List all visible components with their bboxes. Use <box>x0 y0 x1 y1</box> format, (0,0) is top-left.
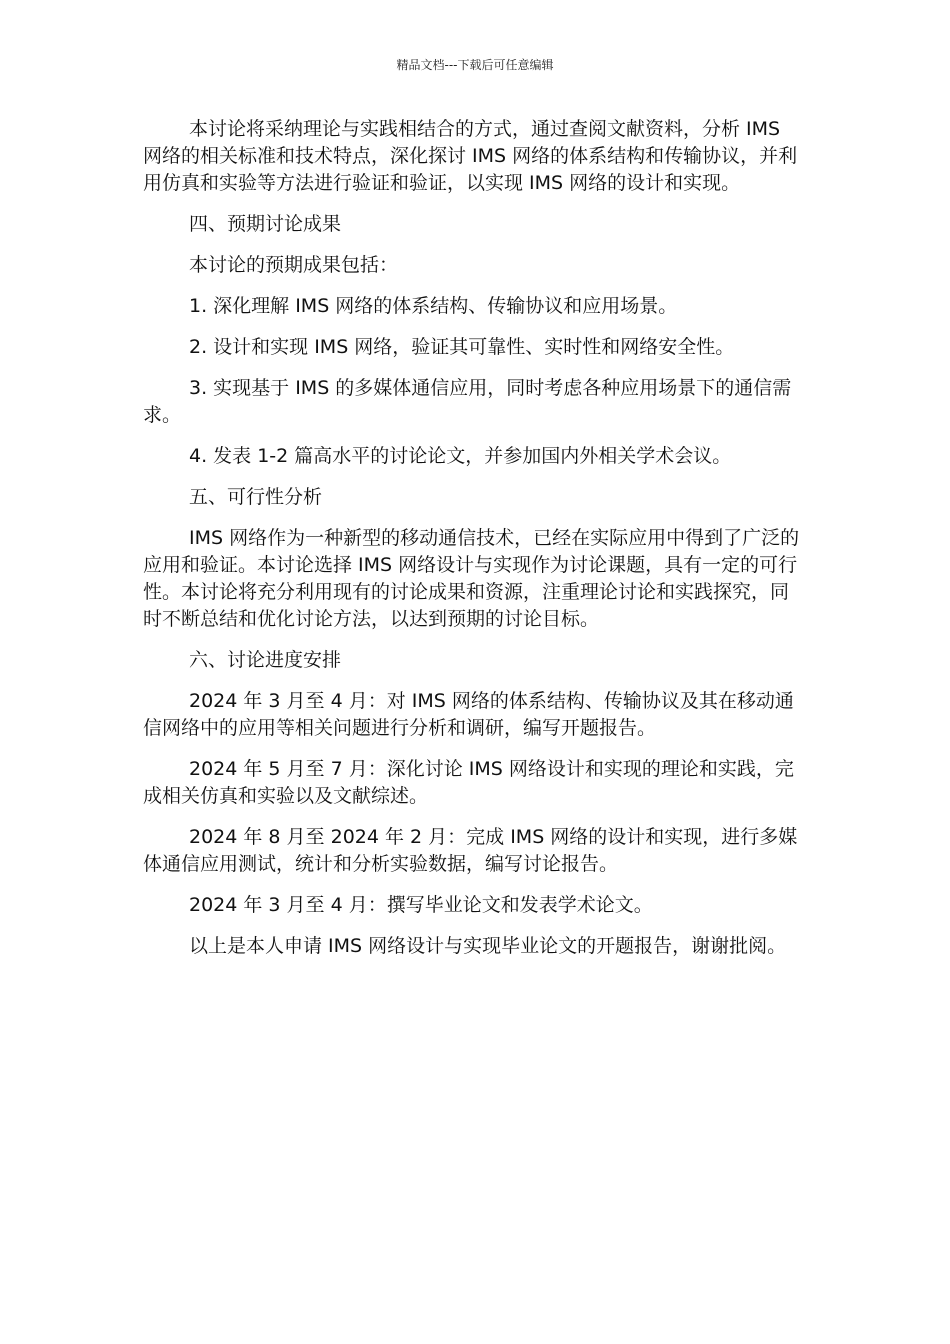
section-heading-expected-results: 四、预期讨论成果 <box>189 213 342 235</box>
list-item: 4. 发表 1-2 篇高水平的讨论论文，并参加国内外相关学术会议。 <box>189 445 732 467</box>
paragraph-feasibility: IMS 网络作为一种新型的移动通信技术，已经在实际应用中得到了广泛的应用和验证。本讨论选择 IMS 网络设计与实现作为讨论课题，具有一定的可行性。本讨论将充分利用现有的讨论成果和资源，注重理论讨论和实践探究，同时不断总结和优化讨论方法，以达到预期的讨论目标。 <box>143 527 800 630</box>
paragraph-closing: 以上是本人申请 IMS 网络设计与实现毕业论文的开题报告，谢谢批阅。 <box>189 935 787 957</box>
schedule-item: 2024 年 8 月至 2024 年 2 月：完成 IMS 网络的设计和实现，进行多媒体通信应用测试，统计和分析实验数据，编写讨论报告。 <box>143 826 798 875</box>
schedule-item: 2024 年 5 月至 7 月：深化讨论 IMS 网络设计和实现的理论和实践，完成相关仿真和实验以及文献综述。 <box>143 758 794 807</box>
section-heading-feasibility: 五、可行性分析 <box>189 486 323 508</box>
document-body <box>143 116 803 974</box>
schedule-item: 2024 年 3 月至 4 月：对 IMS 网络的体系结构、传输协议及其在移动通信网络中的应用等相关问题进行分析和调研，编写开题报告。 <box>143 690 794 739</box>
list-item: 3. 实现基于 IMS 的多媒体通信应用，同时考虑各种应用场景下的通信需求。 <box>143 377 792 426</box>
list-item: 1. 深化理解 IMS 网络的体系结构、传输协议和应用场景。 <box>189 295 678 317</box>
list-item: 2. 设计和实现 IMS 网络，验证其可靠性、实时性和网络安全性。 <box>189 336 735 358</box>
page-header: 精品文档---下载后可任意编辑 <box>396 58 554 72</box>
paragraph-methodology: 本讨论将采纳理论与实践相结合的方式，通过查阅文献资料，分析 IMS 网络的相关标准和技术特点，深化探讨 IMS 网络的体系结构和传输协议，并利用仿真和实验等方法进行验证和验证，以实现 IMS 网络的设计和实现。 <box>143 118 798 194</box>
paragraph-results-intro: 本讨论的预期成果包括： <box>189 254 399 276</box>
section-heading-schedule: 六、讨论进度安排 <box>189 649 342 671</box>
schedule-item: 2024 年 3 月至 4 月：撰写毕业论文和发表学术论文。 <box>189 894 653 916</box>
